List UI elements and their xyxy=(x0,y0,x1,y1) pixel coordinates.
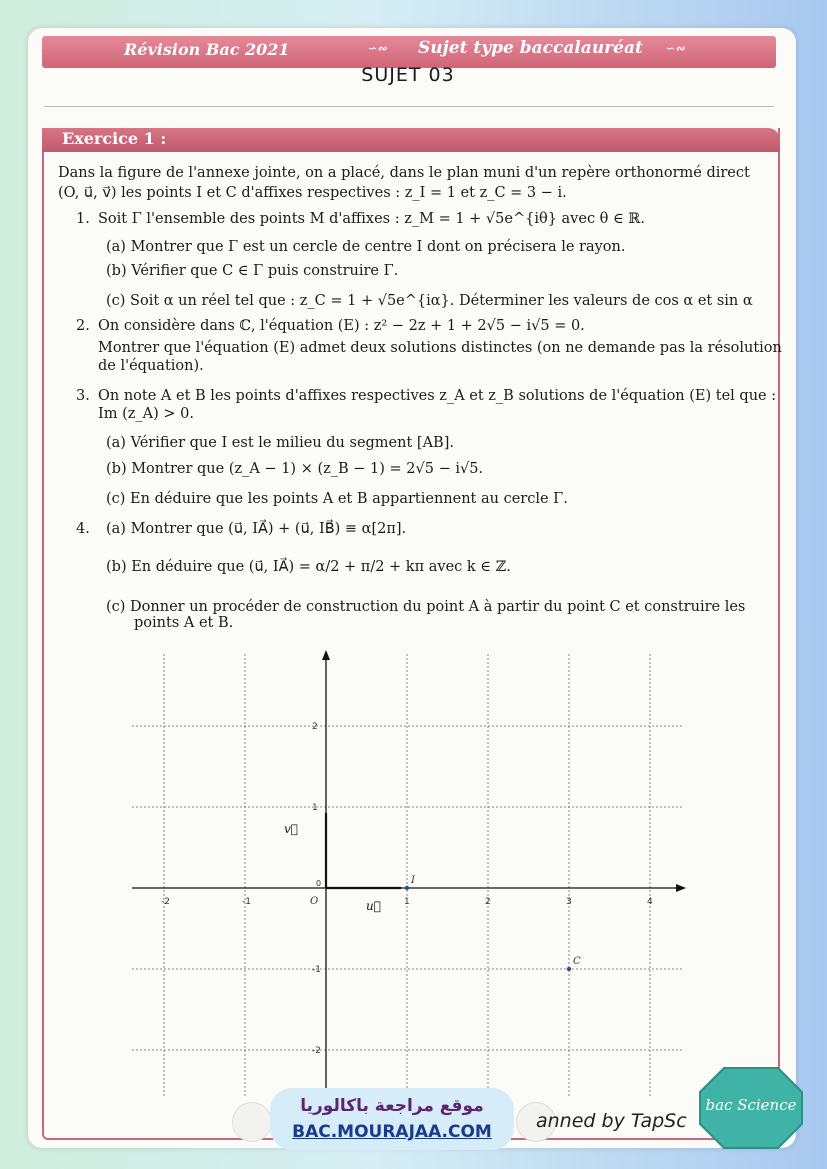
question-2-number: 2. xyxy=(76,318,90,334)
point-label-i: I xyxy=(411,875,415,886)
question-3c: (c) En déduire que les points A et B appartiennent au cercle Γ. xyxy=(106,491,568,507)
site-watermark[interactable] xyxy=(270,1088,514,1150)
question-4a: (a) Montrer que (u⃗, IA⃗) + (u⃗, IB⃗) ≡ α[2π]. xyxy=(106,521,407,537)
exercise-title: Exercice 1 : xyxy=(62,129,167,148)
intro-line-2: (O, u⃗, v⃗) les points I et C d'affixes respectives : z_I = 1 et z_C = 3 − i. xyxy=(58,185,567,201)
question-3a: (a) Vérifier que I est le milieu du segment [AB]. xyxy=(106,435,454,451)
point-i xyxy=(405,886,409,890)
question-3b: (b) Montrer que (z_A − 1) × (z_B − 1) = 2√5 − i√5. xyxy=(106,461,484,477)
question-2-line-3: de l'équation). xyxy=(98,358,204,374)
question-1b: (b) Vérifier que C ∈ Γ puis construire Γ. xyxy=(106,263,399,279)
question-3-line-1: On note A et B les points d'affixes respectives z_A et z_B solutions de l'équation (E) tel que : xyxy=(98,388,777,404)
question-2-line-1: On considère dans ℂ, l'équation (E) : z² − 2z + 1 + 2√5 − i√5 = 0. xyxy=(98,318,585,334)
intro-line-1: Dans la figure de l'annexe jointe, on a placé, dans le plan muni d'un repère orthonormé direct xyxy=(58,165,750,181)
point-label-c: C xyxy=(573,956,581,967)
document-page xyxy=(28,28,796,1148)
x-axis-arrow xyxy=(676,884,686,892)
vector-v-label: v⃗ xyxy=(284,822,298,836)
bac-science-badge xyxy=(698,1066,804,1150)
badge-text: bac Science xyxy=(705,1096,797,1114)
question-3-line-2: Im (z_A) > 0. xyxy=(98,406,194,422)
coordinate-plane xyxy=(128,646,688,1106)
scanner-watermark: anned by TapSc xyxy=(536,1110,687,1132)
question-2-line-2: Montrer que l'équation (E) admet deux solutions distinctes (on ne demande pas la résolution xyxy=(98,340,782,356)
site-logo-left xyxy=(232,1102,272,1142)
x-tick-label: 1 xyxy=(404,897,410,907)
site-url-link[interactable]: BAC.MOURAJAA.COM xyxy=(292,1122,492,1142)
revision-title: Révision Bac 2021 xyxy=(124,40,290,59)
y-tick-label: -2 xyxy=(312,1046,321,1056)
exercise-header xyxy=(42,128,780,152)
point-c xyxy=(567,967,571,971)
subject-type-title: Sujet type baccalauréat xyxy=(418,38,643,58)
question-3-number: 3. xyxy=(76,388,90,404)
ornament-left: ∽∾ xyxy=(368,42,387,55)
ornament-right: ∽∾ xyxy=(666,42,685,55)
y-axis-arrow xyxy=(322,650,330,660)
question-4-number: 4. xyxy=(76,521,90,537)
x-tick-label: 2 xyxy=(485,897,491,907)
origin-label: O xyxy=(310,896,319,907)
divider xyxy=(44,106,774,107)
site-arabic-name: موقع مراجعة باكالوريا xyxy=(300,1096,484,1116)
x-tick-label: -2 xyxy=(161,897,170,907)
question-4b: (b) En déduire que (u⃗, IA⃗) = α/2 + π/2 + kπ avec k ∈ ℤ. xyxy=(106,559,511,575)
question-4c-line-2: points A et B. xyxy=(134,615,234,631)
y-tick-label: -1 xyxy=(312,965,321,975)
y-tick-label: 2 xyxy=(312,722,318,732)
x-tick-label: -1 xyxy=(242,897,251,907)
x-tick-label: 4 xyxy=(647,897,653,907)
y-tick-label: 1 xyxy=(312,803,318,813)
question-1a: (a) Montrer que Γ est un cercle de centre I dont on précisera le rayon. xyxy=(106,239,626,255)
question-4c-line-1: (c) Donner un procéder de construction du point A à partir du point C et construire les xyxy=(106,599,746,615)
question-1-number: 1. xyxy=(76,211,90,227)
question-1c: (c) Soit α un réel tel que : z_C = 1 + √5e^{iα}. Déterminer les valeurs de cos α et sin α xyxy=(106,293,753,309)
x-tick-label: 3 xyxy=(566,897,572,907)
question-1-text: Soit Γ l'ensemble des points M d'affixes : z_M = 1 + √5e^{iθ} avec θ ∈ ℝ. xyxy=(98,211,646,227)
vector-u-label: u⃗ xyxy=(366,899,381,913)
subject-title: SUJET 03 xyxy=(361,64,455,86)
origin-tick-label: 0 xyxy=(316,879,322,888)
